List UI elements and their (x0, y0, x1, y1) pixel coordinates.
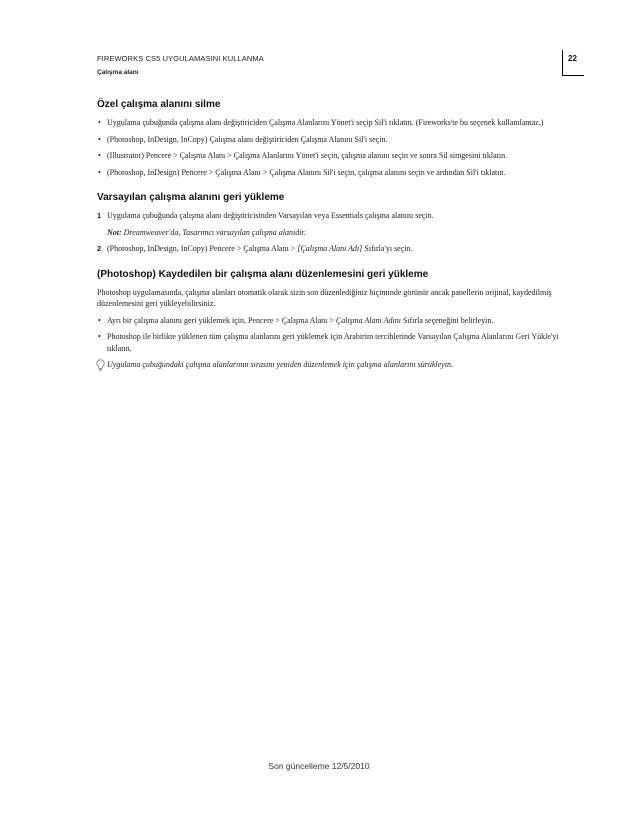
step-text-italic: [Çalışma Alanı Adı] (297, 244, 363, 253)
list-item (97, 134, 565, 146)
list-item-suffix: Sıfırla seçeneğini belirleyin. (402, 315, 494, 325)
list-item-text: Uygulama çubuğunda çalışma alanı değiştiriciden Çalışma Alanlarını Yönet'i seçip Sil'i tıklatın. (Fireworks'te bu seçenek kullanılamaz.) (107, 118, 544, 127)
section-title: (Photoshop) Kaydedilen bir çalışma alanı düzenlemesini geri yükleme (97, 268, 429, 280)
step-item (97, 210, 565, 222)
page-footer: Son güncelleme 12/5/2010 (268, 761, 370, 771)
page-number: 22 (568, 54, 577, 63)
section-delete-workspace (97, 98, 565, 178)
page-content (97, 98, 565, 384)
step-number: 1 (97, 211, 102, 220)
bullet-marker: • (98, 315, 101, 325)
running-subtitle: Çalışma alanı (97, 69, 139, 76)
running-header (97, 54, 264, 77)
step-text: Uygulama çubuğunda çalışma alanı değiştiricisinden Varsayılan veya Essentials çalışma alanını seçin. (107, 211, 434, 220)
list-item (97, 331, 565, 354)
tip (97, 359, 565, 371)
step-text-suffix: Sıfırla'yı seçin. (364, 244, 413, 253)
list-item-text: Photoshop ile birlikte yüklenen tüm çalışma alanlarını geri yüklemek için Arabirim tercihlerinde Varsayılan Çalışma Alanlarını Geri Yükle'yi tıklatın. (107, 332, 559, 353)
section-title: Özel çalışma alanını silme (97, 99, 221, 110)
note (107, 227, 565, 239)
list-item-italic: Çalışma Alanı Adını (335, 315, 401, 325)
note-label: Not: (107, 227, 122, 237)
list-item-text (107, 315, 565, 327)
running-title: FIREWORKS CS5 UYGULAMASINI KULLANMA (97, 54, 264, 63)
step-text (107, 243, 565, 255)
bullet-marker: • (98, 118, 101, 127)
tip-text: Uygulama çubuğundaki çalışma alanlarının sırasını yeniden düzenlemek için çalışma alanlarını sürükleyin. (107, 360, 453, 369)
note-text: Dreamweaver'da, Tasarımcı varsayılan çalışma alanıdır. (123, 227, 306, 237)
section-title: Varsayılan çalışma alanını geri yükleme (97, 192, 285, 203)
list-item (97, 315, 565, 327)
list-item (97, 150, 565, 162)
step-number: 2 (97, 244, 102, 253)
intro-paragraph: Photoshop uygulamasında, çalışma alanları otomatik olarak sizin son düzenlediğiniz biçiminde görünür ancak panellerin orijinal, kaydedilmiş düzenlemesini geri yükleyebilirsiniz. (97, 287, 552, 308)
step-text-prefix: (Photoshop, InDesign, InCopy) Pencere > Çalışma Alanı > (107, 244, 296, 253)
bullet-marker: • (98, 134, 101, 144)
list-item-text: (Photoshop, InDesign, InCopy) Çalışma alanı değiştiriciden Çalışma Alanını Sil'i seçin. (107, 134, 388, 144)
section-restore-arrangement (97, 268, 565, 371)
list-item-text: (Photoshop, InDesign) Pencere > Çalışma Alanı > Çalışma Alanını Sil'i seçin, çalışma alanını seçin ve ardından Sil'i tıklatın. (107, 167, 506, 177)
lightbulb-icon (96, 359, 105, 373)
list-item-text: (Illustrator) Pencere > Çalışma Alanı > Çalışma Alanlarını Yönet'i seçin, çalışma alanını seçin ve sonra Sil simgesini tıklatın. (107, 151, 508, 160)
bullet-marker: • (98, 332, 101, 341)
list-item (97, 167, 565, 179)
list-item (97, 117, 565, 129)
step-item (97, 243, 565, 255)
list-item-prefix: Ayrı bir çalışma alanını geri yüklemek için, Pencere > Çalışma Alanı > (107, 315, 334, 325)
bullet-marker: • (98, 167, 101, 177)
page-number-box (562, 50, 584, 76)
bullet-marker: • (98, 151, 101, 160)
section-restore-default (97, 191, 565, 255)
